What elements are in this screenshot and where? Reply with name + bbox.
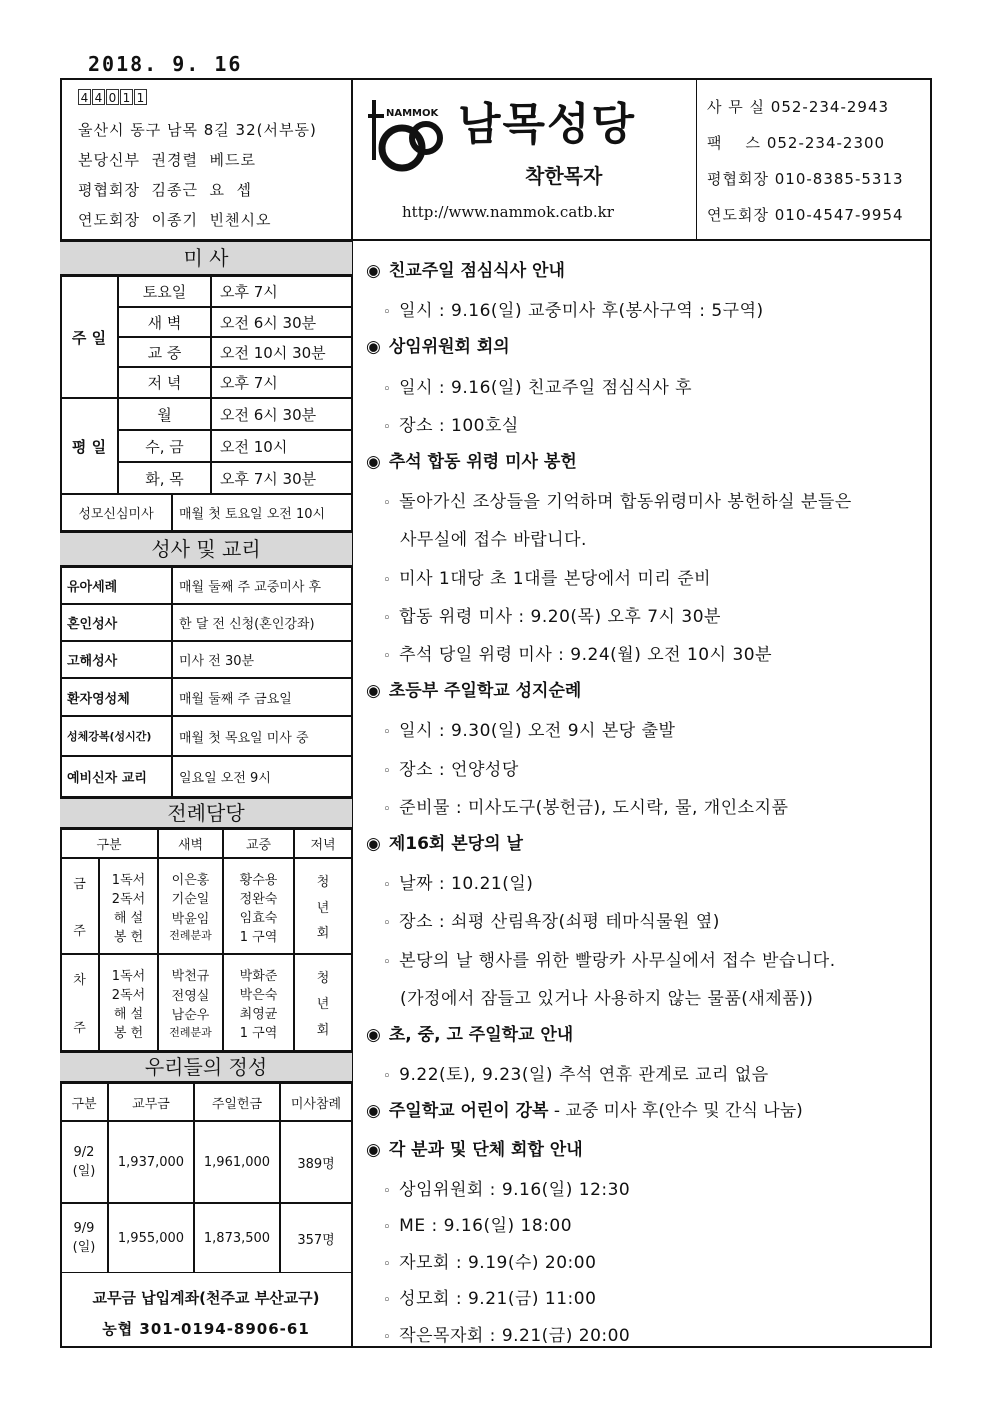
- sacraments-heading: 성사 및 교리: [60, 531, 352, 567]
- liturgy-roles: 1독서 2독서 해 설 봉 헌: [99, 858, 158, 954]
- notice-item: ◦ 미사 1대당 초 1대를 본당에서 미리 준비: [383, 568, 712, 589]
- bullet-target-icon: ◉: [366, 1101, 381, 1122]
- sacrament-value: 매월 둘째 주 금요일: [172, 678, 352, 716]
- bullet-circle-icon: ◦: [383, 649, 392, 664]
- notice-item: ◦ 날짜 : 10.21(일): [383, 874, 534, 895]
- bullet-circle-icon: ◦: [383, 954, 392, 970]
- account-number: 농협 301-0194-8906-61: [102, 1320, 310, 1338]
- offering-header: 미사참례: [280, 1083, 352, 1121]
- liturgy-evening: 청 년 회: [294, 858, 352, 954]
- bullet-target-icon: ◉: [366, 1025, 381, 1045]
- bullet-circle-icon: ◦: [383, 801, 392, 817]
- liturgy-main: 박화준 박은숙 최영균 1 구역: [223, 954, 294, 1051]
- sacrament-value: 매월 첫 목요일 미사 중: [172, 716, 352, 756]
- offering-collection: 1,873,500: [194, 1203, 280, 1273]
- liturgy-week: 금 주: [60, 858, 99, 954]
- bullet-circle-icon: ◦: [383, 725, 392, 741]
- offering-date: 9/2 (일): [60, 1121, 108, 1203]
- bullet-target-icon: ◉: [366, 452, 381, 472]
- zip-digit: 1: [120, 89, 133, 105]
- sacrament-name: 고해성사: [60, 641, 172, 678]
- mass-time: 오전 6시 30분: [211, 307, 352, 337]
- sacrament-name: 예비신자 교리: [60, 756, 172, 797]
- notice-item: ◦ 일시 : 9.16(일) 교중미사 후(봉사구역 : 5구역): [383, 301, 764, 322]
- sunday-label: 주 일: [60, 276, 118, 398]
- offering-date: 9/9 (일): [60, 1203, 108, 1273]
- notice-item: ◦ 성모회 : 9.21(금) 11:00: [383, 1289, 597, 1310]
- notice-title: ◉ 초등부 주일학교 성지순례: [366, 681, 582, 702]
- liturgy-header: 구분: [60, 829, 158, 858]
- notice-title: ◉ 상임위원회 회의: [366, 337, 510, 358]
- bullet-target-icon: ◉: [366, 834, 381, 854]
- weekday-label: 평 일: [60, 398, 118, 494]
- notice-title: ◉ 각 분과 및 단체 회합 안내: [366, 1139, 583, 1160]
- offering-header: 주일헌금: [194, 1083, 280, 1121]
- mass-day: 저 녁: [118, 367, 211, 398]
- sacrament-name: 유아세례: [60, 567, 172, 604]
- notice-item-continuation: (가정에서 잠들고 있거나 사용하지 않는 물품(새제품)): [400, 988, 814, 1009]
- sacrament-name: 성체강복(성시간): [60, 716, 172, 756]
- mass-time: 오후 7시: [211, 367, 352, 398]
- bullet-circle-icon: ◦: [383, 1293, 392, 1309]
- zip-digit: 1: [134, 89, 147, 105]
- offering-collection: 1,961,000: [194, 1121, 280, 1203]
- offering-attendance: 357명: [280, 1203, 352, 1273]
- bullet-circle-icon: ◦: [383, 419, 392, 435]
- logo-text: NAMMOK: [386, 108, 439, 119]
- liturgy-roles: 1독서 2독서 해 설 봉 헌: [99, 954, 158, 1051]
- bullet-circle-icon: ◦: [383, 572, 392, 588]
- notice-item: ◦ 장소 : 100호실: [383, 415, 519, 436]
- notice-title: ◉ 추석 합동 위령 미사 봉헌: [366, 452, 577, 472]
- sacrament-name: 환자영성체: [60, 678, 172, 716]
- bullet-circle-icon: ◦: [383, 1069, 392, 1085]
- liturgy-heading: 전례담당: [60, 797, 352, 829]
- mass-day: 수, 금: [118, 430, 211, 462]
- church-motto: 착한목자: [525, 164, 603, 188]
- church-address: 울산시 동구 남목 8길 32(서부동): [78, 121, 317, 139]
- sacrament-value: 일요일 오전 9시: [172, 756, 352, 797]
- notice-item: ◦ ME : 9.16(일) 18:00: [383, 1216, 573, 1237]
- bullet-circle-icon: ◦: [383, 610, 392, 626]
- notice-title: ◉ 주일학교 어린이 강복 - 교중 미사 후(안수 및 간식 나눔): [366, 1101, 803, 1122]
- contact-fax: 팩 스 052-234-2300: [707, 134, 886, 152]
- offering-dues: 1,955,000: [108, 1203, 194, 1273]
- liturgy-week: 차 주: [60, 954, 99, 1051]
- marian-mass-label: 성모신심미사: [60, 494, 172, 531]
- bullet-target-icon: ◉: [366, 1139, 381, 1160]
- mass-day: 새 벽: [118, 307, 211, 337]
- liturgy-evening: 청 년 회: [294, 954, 352, 1051]
- church-url[interactable]: http://www.nammok.catb.kr: [402, 203, 614, 221]
- bullet-circle-icon: ◦: [383, 1220, 392, 1236]
- notice-item: ◦ 추석 당일 위령 미사 : 9.24(월) 오전 10시 30분: [383, 645, 772, 665]
- zip-digit: 0: [106, 89, 119, 105]
- sacrament-value: 미사 전 30분: [172, 641, 352, 678]
- bullet-circle-icon: ◦: [383, 381, 392, 397]
- sacrament-name: 혼인성사: [60, 604, 172, 641]
- bullet-target-icon: ◉: [366, 337, 381, 358]
- mass-day: 교 중: [118, 337, 211, 367]
- offering-header: 교무금: [108, 1083, 194, 1121]
- church-logo: [368, 96, 448, 174]
- mass-time: 오후 7시 30분: [211, 462, 352, 494]
- mass-time: 오전 10시 30분: [211, 337, 352, 367]
- bullet-circle-icon: ◦: [383, 305, 392, 321]
- notice-item: ◦ 상임위원회 : 9.16(일) 12:30: [383, 1179, 631, 1200]
- deacon-head-line: 연도회장 이종기 빈첸시오: [78, 211, 272, 229]
- bullet-circle-icon: ◦: [383, 1329, 392, 1345]
- notice-item: ◦ 합동 위령 미사 : 9.20(목) 오후 7시 30분: [383, 606, 721, 627]
- church-name: 남목성당: [458, 99, 637, 150]
- notice-item: ◦ 준비물 : 미사도구(봉헌금), 도시락, 물, 개인소지품: [383, 797, 789, 818]
- zip-digit: 4: [92, 89, 105, 105]
- bullet-circle-icon: ◦: [383, 916, 392, 932]
- zip-digit: 4: [78, 89, 91, 105]
- account-title: 교무금 납입계좌(천주교 부산교구): [92, 1289, 320, 1307]
- mass-heading: 미 사: [60, 240, 352, 276]
- bullet-target-icon: ◉: [366, 261, 381, 281]
- mass-day: 토요일: [118, 276, 211, 307]
- notice-item: ◦ 장소 : 언양성당: [383, 759, 519, 780]
- mass-day: 화, 목: [118, 462, 211, 494]
- liturgy-dawn: 박천규 전영실 남순우 전례분과: [158, 954, 223, 1051]
- contact-office: 사 무 실 052-234-2943: [707, 98, 890, 116]
- mass-time: 오전 6시 30분: [211, 398, 352, 430]
- mass-day: 월: [118, 398, 211, 430]
- notice-item: ◦ 9.22(토), 9.23(일) 추석 연휴 관계로 교리 없음: [383, 1065, 769, 1086]
- liturgy-header: 교중: [223, 829, 294, 858]
- notice-item: ◦ 일시 : 9.16(일) 친교주일 점심식사 후: [383, 377, 693, 398]
- pastor-line: 본당신부 권경렬 베드로: [78, 151, 256, 169]
- bullet-circle-icon: ◦: [383, 763, 392, 779]
- notice-item: ◦ 작은목자회 : 9.21(금) 20:00: [383, 1325, 631, 1346]
- notice-title: ◉ 제16회 본당의 날: [366, 834, 523, 854]
- marian-mass-value: 매월 첫 토요일 오전 10시: [172, 494, 352, 531]
- bullet-target-icon: ◉: [366, 681, 381, 702]
- zip-code: [78, 89, 147, 105]
- sacrament-value: 매월 둘째 주 교중미사 후: [172, 567, 352, 604]
- offering-attendance: 389명: [280, 1121, 352, 1203]
- contact-council: 평협회장 010-8385-5313: [707, 170, 904, 188]
- notice-item: ◦ 돌아가신 조상들을 기억하며 합동위령미사 봉헌하실 분들은: [383, 492, 852, 513]
- offering-header: 구분: [60, 1083, 108, 1121]
- council-head-line: 평협회장 김종근 요 셉: [78, 181, 253, 199]
- sacrament-value: 한 달 전 신청(혼인강좌): [172, 604, 352, 641]
- mass-time: 오전 10시: [211, 430, 352, 462]
- header-right-divider: [696, 78, 697, 240]
- liturgy-header: 새벽: [158, 829, 223, 858]
- notice-item: ◦ 본당의 날 행사를 위한 빨랑카 사무실에서 접수 받습니다.: [383, 950, 836, 971]
- bullet-circle-icon: ◦: [383, 878, 392, 894]
- notice-title: ◉ 초, 중, 고 주일학교 안내: [366, 1025, 574, 1045]
- bullet-circle-icon: ◦: [383, 496, 392, 512]
- mass-time: 오후 7시: [211, 276, 352, 307]
- liturgy-main: 황수용 정완숙 임효숙 1 구역: [223, 858, 294, 954]
- offering-dues: 1,937,000: [108, 1121, 194, 1203]
- notice-item: ◦ 자모회 : 9.19(수) 20:00: [383, 1252, 597, 1273]
- liturgy-header: 저녁: [294, 829, 352, 858]
- liturgy-dawn: 이은홍 기순일 박윤임 전례분과: [158, 858, 223, 954]
- notice-item: ◦ 일시 : 9.30(일) 오전 9시 본당 출발: [383, 721, 676, 742]
- notice-title: ◉ 친교주일 점심식사 안내: [366, 261, 565, 281]
- offerings-heading: 우리들의 정성: [60, 1051, 352, 1083]
- contact-deacon: 연도회장 010-4547-9954: [707, 206, 904, 224]
- bullet-circle-icon: ◦: [383, 1256, 392, 1272]
- bullet-circle-icon: ◦: [383, 1183, 392, 1199]
- bulletin-date: 2018. 9. 16: [88, 52, 243, 76]
- notice-item-continuation: 사무실에 접수 바랍니다.: [400, 530, 587, 551]
- notice-item: ◦ 장소 : 쇠평 산림욕장(쇠평 테마식물원 옆): [383, 912, 720, 933]
